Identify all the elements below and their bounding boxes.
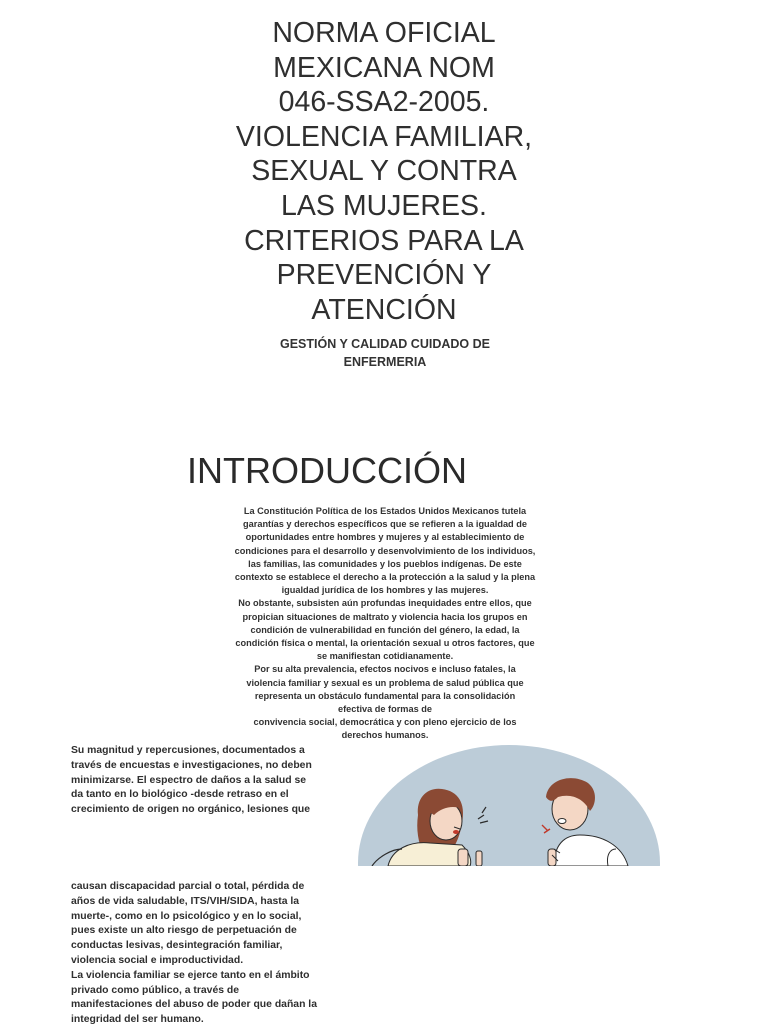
body-paragraph-1: Su magnitud y repercusiones, documentados a través de encuestas e investigaciones, no deben minimizarse. El espectro de daños a la salud se da tanto en lo biológico -desde retraso en el crecimiento de origen no orgánico, lesiones que: [71, 745, 312, 816]
arguing-couple-icon: [358, 745, 660, 866]
arguing-couple-illustration: [358, 745, 660, 866]
document-subtitle: GESTIÓN Y CALIDAD CUIDADO DE ENFERMERIA: [280, 337, 490, 369]
introduction-heading: INTRODUCCIÓN: [187, 450, 467, 491]
introduction-body: La Constitución Política de los Estados Unidos Mexicanos tutela garantías y derechos específicos que se refieren a la igualdad de oportunidades entre hombres y mujeres y al establecimiento de condiciones para el desarrollo y desenvolvimiento de los individuos, las familias, las comunidades y los pueblos indígenas. De este contexto se establece el derecho a la protección a la salud y la plena igualdad jurídica de los hombres y las mujeres. No obstante, subsisten aún profundas inequidades entre ellos, que propician situaciones de maltrato y violencia hacia los grupos en condición de vulnerabilidad en función del género, la edad, la condición física o mental, la orientación sexual u otros factores, que se manifiestan cotidianamente. Por su alta prevalencia, efectos nocivos e incluso fatales, la violencia familiar y sexual es un problema de salud pública que representa un obstáculo fundamental para la consolidación efectiva de formas de convivencia social, democrática y con pleno ejercicio de los derechos humanos.: [234, 506, 536, 741]
document-title: NORMA OFICIAL MEXICANA NOM 046-SSA2-2005. VIOLENCIA FAMILIAR, SEXUAL Y CONTRA LAS MUJERES. CRITERIOS PARA LA PREVENCIÓN Y ATENCIÓN: [235, 17, 533, 326]
body-paragraph-2: causan discapacidad parcial o total, pérdida de años de vida saludable, ITS/VIH/SIDA, hasta la muerte-, como en lo psicológico y en lo social, pues existe un alto riesgo de perpetuación de conductas lesivas, desintegración familiar, violencia social e improductividad. La violencia familiar se ejerce tanto en el ámbito privado como público, a través de manifestaciones del abuso de poder que dañan la integridad del ser humano.: [71, 881, 317, 1026]
